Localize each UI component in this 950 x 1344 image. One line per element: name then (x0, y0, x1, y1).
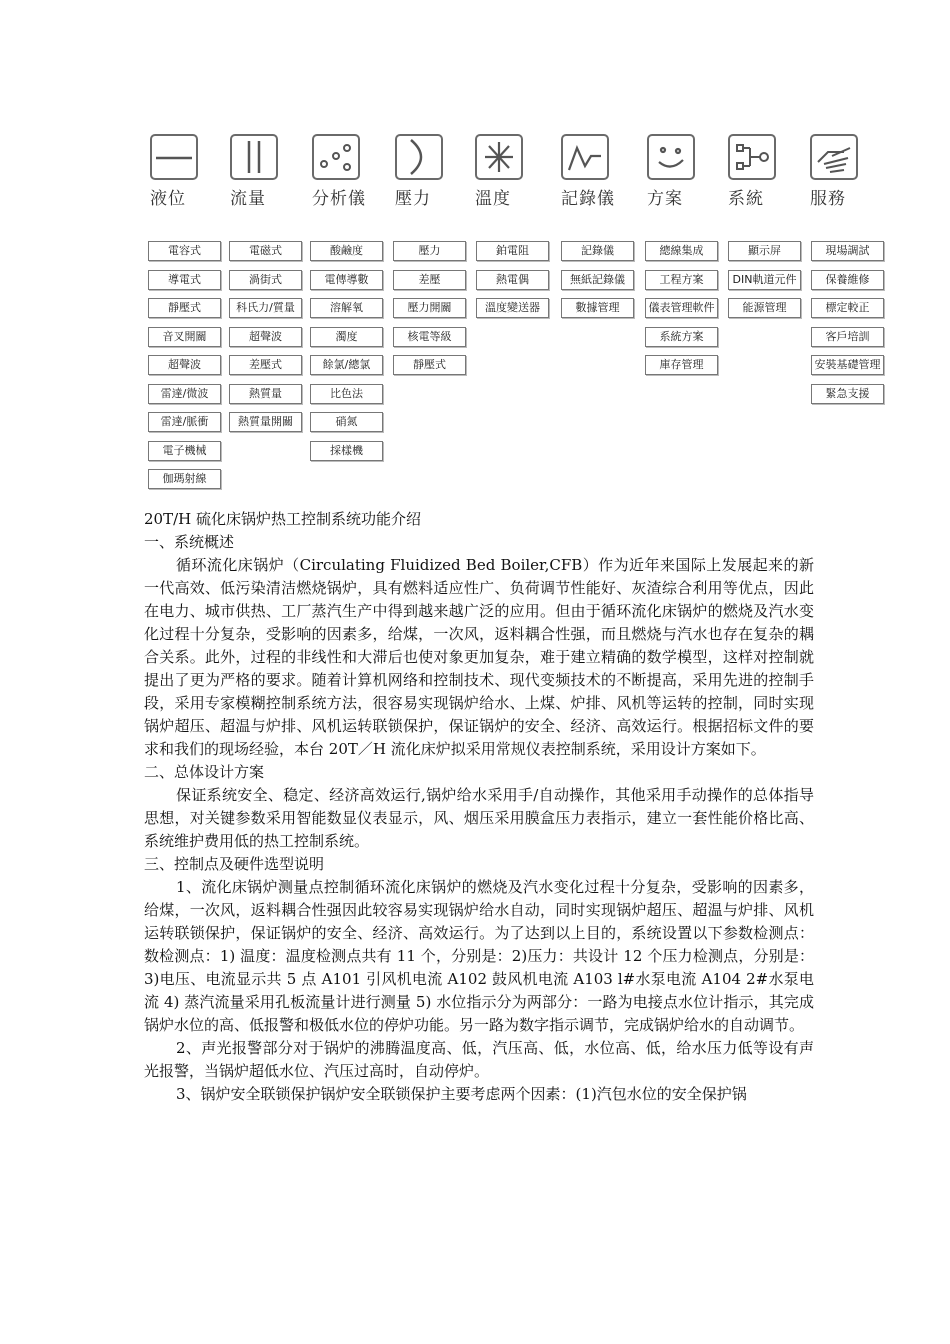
tag-button[interactable]: 採樣機 (310, 441, 383, 461)
tag-button[interactable]: 差壓 (393, 270, 466, 290)
tag-button[interactable]: 雷達/脈衝 (148, 412, 221, 432)
tag-button[interactable]: 核電等級 (393, 327, 466, 347)
tag-button[interactable]: 酸鹼度 (310, 241, 383, 261)
category-label: 方案 (647, 189, 683, 209)
category-analyzer[interactable] (312, 134, 382, 209)
tag-button[interactable]: DIN軌道元件 (728, 270, 801, 290)
tag-button[interactable]: 壓力開關 (393, 298, 466, 318)
tag-button[interactable]: 記錄儀 (561, 241, 634, 261)
category-level[interactable] (150, 134, 220, 209)
column-system (728, 241, 801, 327)
tag-button[interactable]: 緊急支援 (811, 384, 884, 404)
tag-button[interactable]: 儀表管理軟件 (645, 298, 718, 318)
column-flow (229, 241, 302, 441)
category-recorder[interactable] (561, 134, 631, 209)
system-icon (728, 134, 776, 180)
tag-button[interactable]: 硝氮 (310, 412, 383, 432)
tag-button[interactable]: 數據管理 (561, 298, 634, 318)
paragraph: 保证系统安全、稳定、经济高效运行,锅炉给水采用手/自动操作，其他采用手动操作的总体指导思想，对关键参数采用智能数显仪表显示，风、烟压采用膜盒压力表指示，建立一套性能价格比高、系统维护费用低的热工控制系统。 (144, 786, 814, 850)
tag-button[interactable]: 總線集成 (645, 241, 718, 261)
tag-button[interactable]: 能源管理 (728, 298, 801, 318)
tag-button[interactable]: 系統方案 (645, 327, 718, 347)
tag-button[interactable]: 伽瑪射線 (148, 469, 221, 489)
category-label: 壓力 (395, 189, 431, 209)
tag-button[interactable]: 電子機械 (148, 441, 221, 461)
paragraph: 3、锅炉安全联锁保护锅炉安全联锁保护主要考虑两个因素：(1)汽包水位的安全保护锅 (176, 1085, 747, 1103)
category-label: 記錄儀 (561, 189, 615, 209)
tag-button[interactable]: 現場調試 (811, 241, 884, 261)
column-solution (645, 241, 718, 384)
category-label: 分析儀 (312, 189, 366, 209)
column-analyzer (310, 241, 383, 469)
tag-button[interactable]: 無紙記錄儀 (561, 270, 634, 290)
tag-button[interactable]: 顯示屏 (728, 241, 801, 261)
category-label: 液位 (150, 189, 186, 209)
document-body (144, 508, 814, 1106)
service-icon (810, 134, 858, 180)
paragraph: 1、流化床锅炉测量点控制循环流化床锅炉的燃烧及汽水变化过程十分复杂，受影响的因素多，给煤，一次风，返料耦合性强因此较容易实现锅炉给水自动，同时实现锅炉超压、超温与炉排、风机运转联锁保护，保证锅炉的安全、经济、高效运行。为了达到以上目的，系统设置以下参数检测点：数检测点：1) 温度：温度检测点共有 11 个，分别是：2)压力：共设计 12 个压力检测点，分别是： 3)电压、电流显示共 5 点 A101 引风机电流 A102 鼓风机电流 A103 l#水泵电流 A104 2#水泵电流 4) 蒸汽流量采用孔板流量计进行测量 5) 水位指示分为两部分：一路为电接点水位计指示，其完成锅炉水位的高、低报警和极低水位的停炉功能。另一路为数字指示调节，完成锅炉给水的自动调节。 (144, 878, 814, 1034)
column-pressure (393, 241, 466, 384)
paragraph: 循环流化床锅炉（Circulating Fluidized Bed Boiler,CFB）作为近年来国际上发展起来的新一代高效、低污染清洁燃烧锅炉，具有燃料适应性广、负荷调节性能好、灰渣综合利用等优点，因此在电力、城市供热、工厂蒸汽生产中得到越来越广泛的应用。但由于循环流化床锅炉的燃烧及汽水变化过程十分复杂，受影响的因素多，给煤，一次风，返料耦合性强，而且燃烧与汽水也存在复杂的耦合关系。此外，过程的非线性和大滞后也使对象更加复杂，难于建立精确的数学模型，这样对控制就提出了更为严格的要求。随着计算机网络和控制技术、现代变频技术的不断提高，采用先进的控制手段，采用专家模糊控制系统方法，很容易实现锅炉给水、上煤、炉排、风机等运转的控制，同时实现锅炉超压、超温与炉排、风机运转联锁保护，保证锅炉的安全、经济、高效运行。根据招标文件的要求和我们的现场经验，本台 20T／H 流化床炉拟采用常规仪表控制系统，采用设计方案如下。 (144, 556, 814, 758)
tag-button[interactable]: 電容式 (148, 241, 221, 261)
tag-button[interactable]: 超聲波 (229, 327, 302, 347)
tag-button[interactable]: 標定較正 (811, 298, 884, 318)
tag-button[interactable]: 濁度 (310, 327, 383, 347)
tag-button[interactable]: 鉑電阻 (476, 241, 549, 261)
temperature-icon (475, 134, 523, 180)
tag-button[interactable]: 安裝基礎管理 (811, 355, 884, 375)
tag-button[interactable]: 餘氯/總氯 (310, 355, 383, 375)
category-solution[interactable] (647, 134, 717, 209)
tag-button[interactable]: 靜壓式 (393, 355, 466, 375)
tag-button[interactable]: 庫存管理 (645, 355, 718, 375)
tag-button[interactable]: 客戶培訓 (811, 327, 884, 347)
category-icon-row (140, 134, 900, 214)
analyzer-icon (312, 134, 360, 180)
column-recorder (561, 241, 634, 327)
category-temperature[interactable] (475, 134, 545, 209)
tag-button[interactable]: 差壓式 (229, 355, 302, 375)
tag-button[interactable]: 比色法 (310, 384, 383, 404)
flow-icon (230, 134, 278, 180)
category-service[interactable] (810, 134, 880, 209)
tag-button[interactable]: 靜壓式 (148, 298, 221, 318)
section-heading: 二、总体设计方案 (144, 763, 265, 781)
doc-title: 20T/H 硫化床锅炉热工控制系统功能介绍 (144, 510, 421, 528)
section-heading: 一、系统概述 (144, 533, 235, 551)
column-temperature (476, 241, 549, 327)
tag-button[interactable]: 溫度變送器 (476, 298, 549, 318)
tag-button[interactable]: 熱電偶 (476, 270, 549, 290)
tag-button[interactable]: 壓力 (393, 241, 466, 261)
tag-button[interactable]: 導電式 (148, 270, 221, 290)
tag-button[interactable]: 電磁式 (229, 241, 302, 261)
category-system[interactable] (728, 134, 798, 209)
solution-icon (647, 134, 695, 180)
tag-button[interactable]: 電傳導數 (310, 270, 383, 290)
recorder-icon (561, 134, 609, 180)
tag-button[interactable]: 雷達/微波 (148, 384, 221, 404)
tag-button[interactable]: 渦街式 (229, 270, 302, 290)
category-label: 系統 (728, 189, 764, 209)
tag-button[interactable]: 熱質量 (229, 384, 302, 404)
tag-button[interactable]: 超聲波 (148, 355, 221, 375)
tag-button[interactable]: 熱質量開關 (229, 412, 302, 432)
pressure-icon (395, 134, 443, 180)
tag-button[interactable]: 保養維修 (811, 270, 884, 290)
column-service (811, 241, 884, 412)
category-label: 服務 (810, 189, 846, 209)
tag-button[interactable]: 科氏力/質量 (229, 298, 302, 318)
paragraph: 2、声光报警部分对于锅炉的沸腾温度高、低，汽压高、低，水位高、低，给水压力低等设有声光报警，当锅炉超低水位、汽压过高时，自动停炉。 (144, 1039, 814, 1080)
tag-button[interactable]: 工程方案 (645, 270, 718, 290)
column-level (148, 241, 221, 498)
category-pressure[interactable] (395, 134, 465, 209)
tag-button[interactable]: 溶解氧 (310, 298, 383, 318)
category-label: 流量 (230, 189, 266, 209)
category-label: 溫度 (475, 189, 511, 209)
category-flow[interactable] (230, 134, 300, 209)
section-heading: 三、控制点及硬件选型说明 (144, 855, 325, 873)
level-icon (150, 134, 198, 180)
tag-button[interactable]: 音叉開關 (148, 327, 221, 347)
